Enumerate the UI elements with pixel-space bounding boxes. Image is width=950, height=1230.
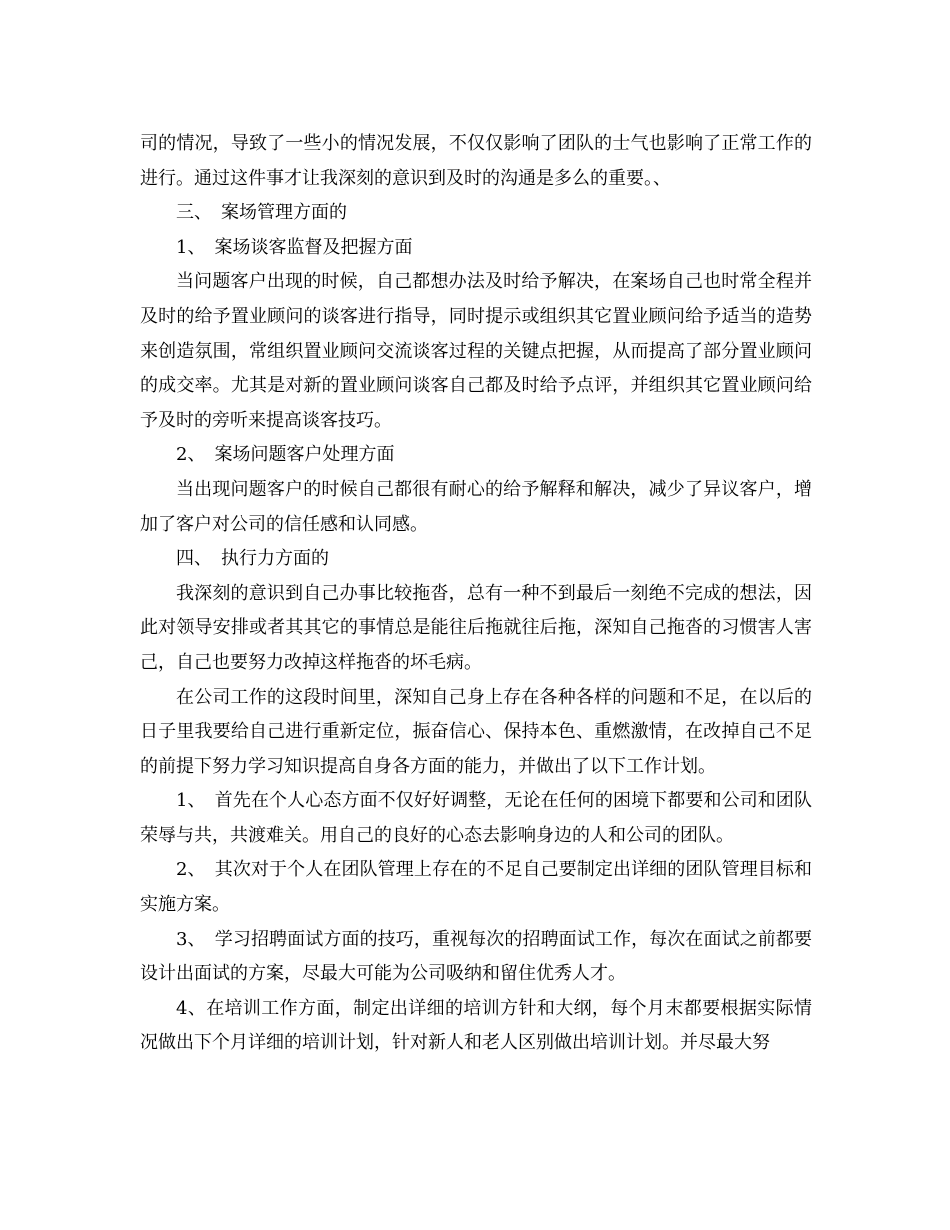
plan-item-2: 2、 其次对于个人在团队管理上存在的不足自己要制定出详细的团队管理目标和实施方案。: [140, 859, 812, 916]
section-heading-case-management: 三、 案场管理方面的: [176, 202, 347, 224]
paragraph-supervision: 当问题客户出现的时候，自己都想办法及时给予解决，在案场自己也时常全程并及时的给予置业顾问的谈客进行指导，同时提示或组织其它置业顾问给予适当的造势来创造氛围，常组织置业顾问交流谈客过程的关键点把握，从而提高了部分置业顾问的成交率。尤其是对新的置业顾问谈客自己都及时给予点评，并组织其它置业顾问给予及时的旁听来提高谈客技巧。: [140, 271, 812, 431]
plan-item-4: 4、在培训工作方面，制定出详细的培训方针和大纲，每个月末都要根据实际情况做出下个月详细的培训计划，针对新人和老人区别做出培训计划。并尽最大努: [140, 997, 812, 1054]
subheading-problem-clients: 2、 案场问题客户处理方面: [176, 444, 395, 466]
document-body: [140, 127, 812, 1061]
plan-item-1: 1、 首先在个人心态方面不仅好好调整，无论在任何的困境下都要和公司和团队荣辱与共，共渡难关。用自己的良好的心态去影响身边的人和公司的团队。: [140, 790, 812, 846]
paragraph-execution: 我深刻的意识到自己办事比较拖沓，总有一种不到最后一刻绝不完成的想法，因此对领导安排或者其其它的事情总是能往后拖就往后拖，深知自己拖沓的习惯害人害己，自己也要努力改掉这样拖沓的坏毛病。: [140, 582, 812, 673]
paragraph-continuation: 司的情况，导致了一些小的情况发展，不仅仅影响了团队的士气也影响了正常工作的进行。通过这件事才让我深刻的意识到及时的沟通是多么的重要。、: [140, 133, 812, 189]
paragraph-reflection: 在公司工作的这段时间里，深知自己身上存在各种各样的问题和不足，在以后的日子里我要给自己进行重新定位，振奋信心、保持本色、重燃激情，在改掉自己不足的前提下努力学习知识提高自身各方面的能力，并做出了以下工作计划。: [140, 686, 812, 777]
plan-item-3: 3、 学习招聘面试方面的技巧，重视每次的招聘面试工作，每次在面试之前都要设计出面试的方案，尽最大可能为公司吸纳和留住优秀人才。: [140, 928, 812, 985]
section-heading-execution: 四、 执行力方面的: [176, 548, 329, 570]
subheading-supervision: 1、 案场谈客监督及把握方面: [176, 236, 413, 258]
paragraph-problem-clients: 当出现问题客户的时候自己都很有耐心的给予解释和解决，减少了异议客户，增加了客户对公司的信任感和认同感。: [140, 478, 812, 535]
